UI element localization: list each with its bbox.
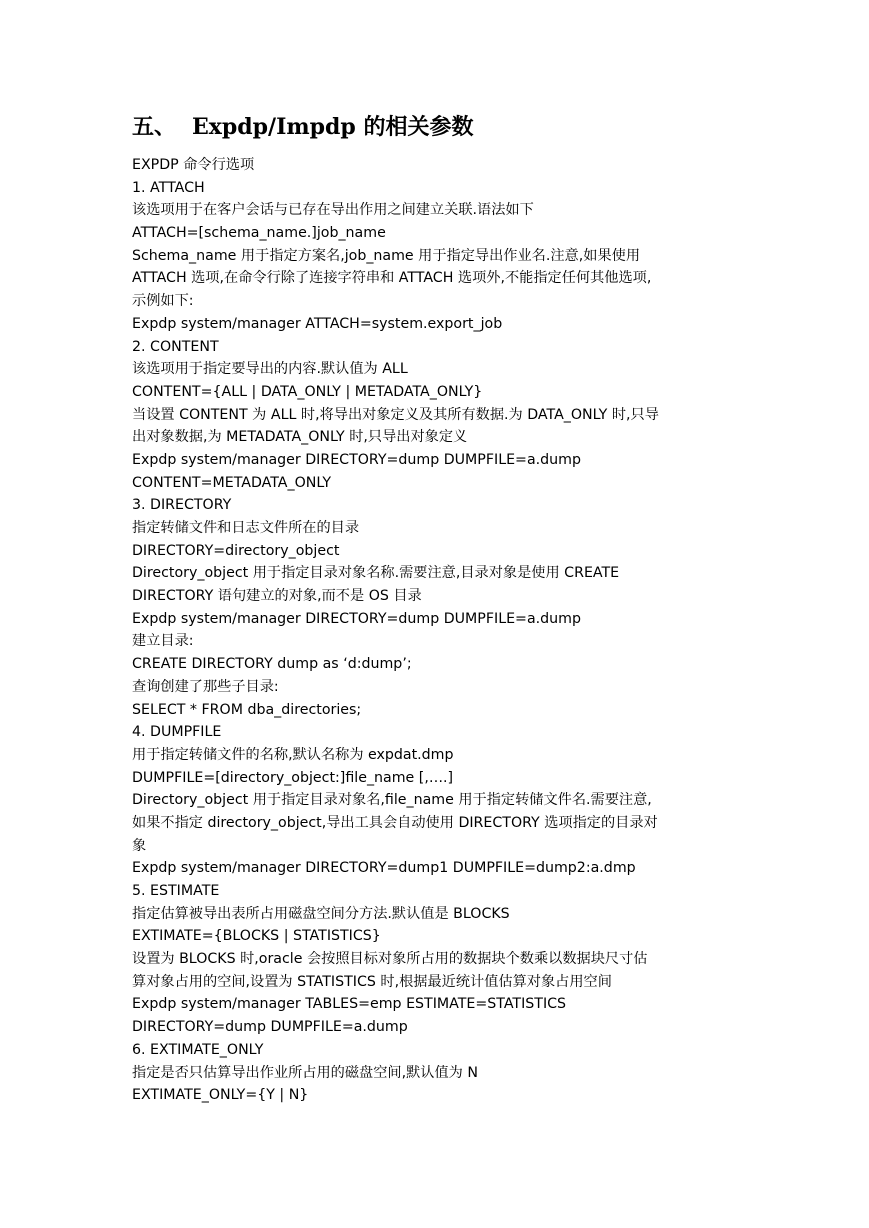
text-line: Expdp system/manager DIRECTORY=dump1 DUMPFILE=dump2:a.dmp — [132, 860, 636, 877]
text-line: 出对象数据,为 METADATA_ONLY 时,只导出对象定义 — [132, 429, 468, 446]
text-line: Expdp system/manager TABLES=emp ESTIMATE=STATISTICS — [132, 996, 567, 1013]
text-line: 当设置 CONTENT 为 ALL 时,将导出对象定义及其所有数据.为 DATA_ONLY 时,只导 — [132, 406, 659, 423]
text-line: CONTENT={ALL | DATA_ONLY | METADATA_ONLY} — [132, 383, 483, 400]
text-line: EXTIMATE={BLOCKS | STATISTICS} — [132, 928, 381, 945]
text-line: DUMPFILE=[directory_object:]file_name [,….] — [132, 769, 454, 786]
text-line: 指定转储文件和日志文件所在的目录 — [132, 520, 360, 536]
text-line: 该选项用于指定要导出的内容.默认值为 ALL — [132, 361, 408, 378]
text-line: SELECT * FROM dba_directories; — [132, 701, 362, 718]
text-line: Directory_object 用于指定目录对象名称.需要注意,目录对象是使用 CREATE — [132, 565, 620, 582]
document-body — [132, 154, 752, 1107]
text-line: DIRECTORY=directory_object — [132, 542, 340, 559]
text-line: 该选项用于在客户会话与已存在导出作用之间建立关联.语法如下 — [132, 202, 534, 219]
text-line: 6. EXTIMATE_ONLY — [132, 1041, 264, 1058]
text-line: 指定是否只估算导出作业所占用的磁盘空间,默认值为 N — [132, 1064, 478, 1081]
text-line: EXPDP 命令行选项 — [132, 157, 255, 173]
text-line: 示例如下: — [132, 293, 194, 310]
text-line: Expdp system/manager ATTACH=system.export_job — [132, 315, 503, 332]
text-line: 算对象占用的空间,设置为 STATISTICS 时,根据最近统计值估算对象占用空间 — [132, 973, 612, 990]
text-line: ATTACH 选项,在命令行除了连接字符串和 ATTACH 选项外,不能指定任何其他选项, — [132, 270, 652, 287]
text-line: 指定估算被导出表所占用磁盘空间分方法.默认值是 BLOCKS — [132, 905, 510, 922]
text-line: 设置为 BLOCKS 时,oracle 会按照目标对象所占用的数据块个数乘以数据块尺寸估 — [132, 951, 648, 968]
text-line: 5. ESTIMATE — [132, 883, 220, 899]
text-line: 用于指定转储文件的名称,默认名称为 expdat.dmp — [132, 746, 454, 763]
text-line: 2. CONTENT — [132, 338, 219, 355]
text-line: DIRECTORY 语句建立的对象,而不是 OS 目录 — [132, 588, 422, 605]
document-page — [132, 110, 752, 1107]
text-line: 查询创建了那些子目录: — [132, 678, 279, 695]
text-line: 象 — [132, 837, 147, 854]
text-line: 3. DIRECTORY — [132, 497, 232, 514]
text-line: EXTIMATE_ONLY={Y | N} — [132, 1087, 309, 1104]
text-line: CREATE DIRECTORY dump as ‘d:dump’; — [132, 656, 412, 673]
text-line: ATTACH=[schema_name.]job_name — [132, 225, 386, 242]
text-line: 1. ATTACH — [132, 179, 205, 196]
section-number: 五、 — [132, 114, 177, 140]
text-line: Schema_name 用于指定方案名,job_name 用于指定导出作业名.注意,如果使用 — [132, 247, 641, 264]
text-line: 如果不指定 directory_object,导出工具会自动使用 DIRECTORY 选项指定的目录对 — [132, 814, 658, 831]
text-line: DIRECTORY=dump DUMPFILE=a.dump — [132, 1019, 408, 1036]
section-heading — [132, 110, 752, 148]
text-line: 4. DUMPFILE — [132, 724, 222, 741]
text-line: 建立目录: — [132, 633, 194, 650]
text-line: CONTENT=METADATA_ONLY — [132, 474, 332, 491]
text-line: Expdp system/manager DIRECTORY=dump DUMPFILE=a.dump — [132, 610, 581, 627]
section-title: Expdp/Impdp 的相关参数 — [192, 114, 474, 140]
text-line: Directory_object 用于指定目录对象名,file_name 用于指定转储文件名.需要注意, — [132, 792, 652, 809]
text-line: Expdp system/manager DIRECTORY=dump DUMPFILE=a.dump — [132, 451, 581, 468]
